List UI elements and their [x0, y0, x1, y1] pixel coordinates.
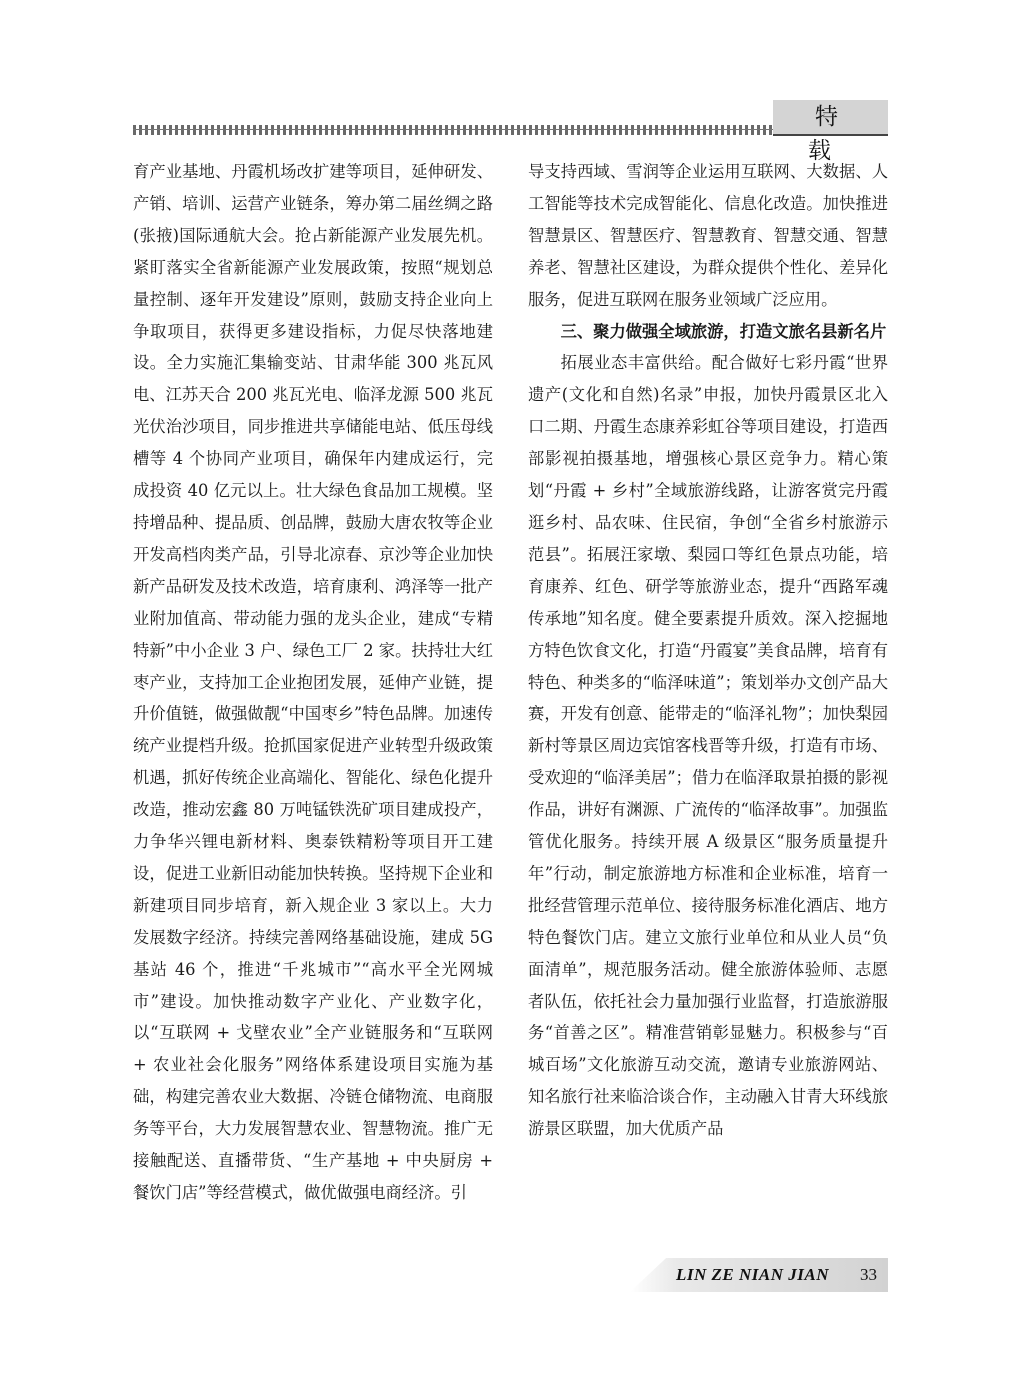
- section-label: 特 载: [773, 100, 888, 136]
- page-number: 33: [860, 1265, 877, 1284]
- header-dotted-rule: [133, 125, 773, 135]
- right-body-paragraph: 拓展业态丰富供给。配合做好七彩丹霞“世界遗产(文化和自然)名录”申报，加快丹霞景区北入口二期、丹霞生态康养彩虹谷等项目建设，打造西部影视拍摄基地，增强核心景区竞争力。精心策划“丹霞 + 乡村”全域旅游线路，让游客赏完丹霞逛乡村、品农味、住民宿，争创“全省乡村旅游示范县”。拓展汪家墩、梨园口等红色景点功能，培育康养、红色、研学等旅游业态，提升“西路军魂传承地”知名度。健全要素提升质效。深入挖掘地方特色饮食文化，打造“丹霞宴”美食品牌，培育有特色、种类多的“临泽味道”；策划举办文创产品大赛，开发有创意、能带走的“临泽礼物”；加快梨园新村等景区周边宾馆客栈晋等升级，打造有市场、受欢迎的“临泽美居”；借力在临泽取景拍摄的影视作品，讲好有渊源、广流传的“临泽故事”。加强监管优化服务。持续开展 A 级景区“服务质量提升年”行动，制定旅游地方标准和企业标准，培育一批经营管理示范单位、接待服务标准化酒店、地方特色餐饮门店。建立文旅行业单位和从业人员“负面清单”，规范服务活动。健全旅游体验师、志愿者队伍，依托社会力量加强行业监督，打造旅游服务“首善之区”。精准营销彰显魅力。积极参与“百城百场”文化旅游互动交流，邀请专业旅游网站、知名旅行社来临洽谈合作，主动融入甘青大环线旅游景区联盟，加大优质产品: [528, 353, 888, 1139]
- right-column: [528, 156, 888, 1145]
- left-paragraph: 育产业基地、丹霞机场改扩建等项目，延伸研发、产销、培训、运营产业链条，筹办第二届丝绸之路(张掖)国际通航大会。抢占新能源产业发展先机。紧盯落实全省新能源产业发展政策，按照“规划总量控制、逐年开发建设”原则，鼓励支持企业向上争取项目，获得更多建设指标，力促尽快落地建设。全力实施汇集输变站、甘肃华能 300 兆瓦风电、江苏天合 200 兆瓦光电、临泽龙源 500 兆瓦光伏治沙项目，同步推进共享储能电站、低压母线槽等 4 个协同产业项目，确保年内建成运行，完成投资 40 亿元以上。壮大绿色食品加工规模。坚持增品种、提品质、创品牌，鼓励大唐农牧等企业开发高档肉类产品，引导北凉春、京沙等企业加快新产品研发及技术改造，培育康利、鸿泽等一批产业附加值高、带动能力强的龙头企业，建成“专精特新”中小企业 3 户、绿色工厂 2 家。扶持壮大红枣产业，支持加工企业抱团发展，延伸产业链，提升价值链，做强做靓“中国枣乡”特色品牌。加速传统产业提档升级。抢抓国家促进产业转型升级政策机遇，抓好传统企业高端化、智能化、绿色化提升改造，推动宏鑫 80 万吨锰铁洗矿项目建成投产，力争华兴锂电新材料、奥泰铁精粉等项目开工建设，促进工业新旧动能加快转换。坚持规下企业和新建项目同步培育，新入规企业 3 家以上。大力发展数字经济。持续完善网络基础设施，建成 5G 基站 46 个，推进“千兆城市”“高水平全光网城市”建设。加快推动数字产业化、产业数字化，以“互联网 + 戈壁农业”全产业链服务和“互联网 + 农业社会化服务”网络体系建设项目实施为基础，构建完善农业大数据、冷链仓储物流、电商服务等平台，大力发展智慧农业、智慧物流。推广无接触配送、直播带货、“生产基地 + 中央厨房 + 餐饮门店”等经营模式，做优做强电商经济。引: [133, 162, 493, 1202]
- section-heading: 三、聚力做强全域旅游，打造文旅名县新名片: [560, 321, 887, 341]
- journal-name: LIN ZE NIAN JIAN: [676, 1265, 829, 1284]
- left-column: [133, 156, 493, 1209]
- right-intro-paragraph: 导支持西域、雪润等企业运用互联网、大数据、人工智能等技术完成智能化、信息化改造。加快推进智慧景区、智慧医疗、智慧教育、智慧交通、智慧养老、智慧社区建设，为群众提供个性化、差异化服务，促进互联网在服务业领域广泛应用。: [528, 162, 888, 309]
